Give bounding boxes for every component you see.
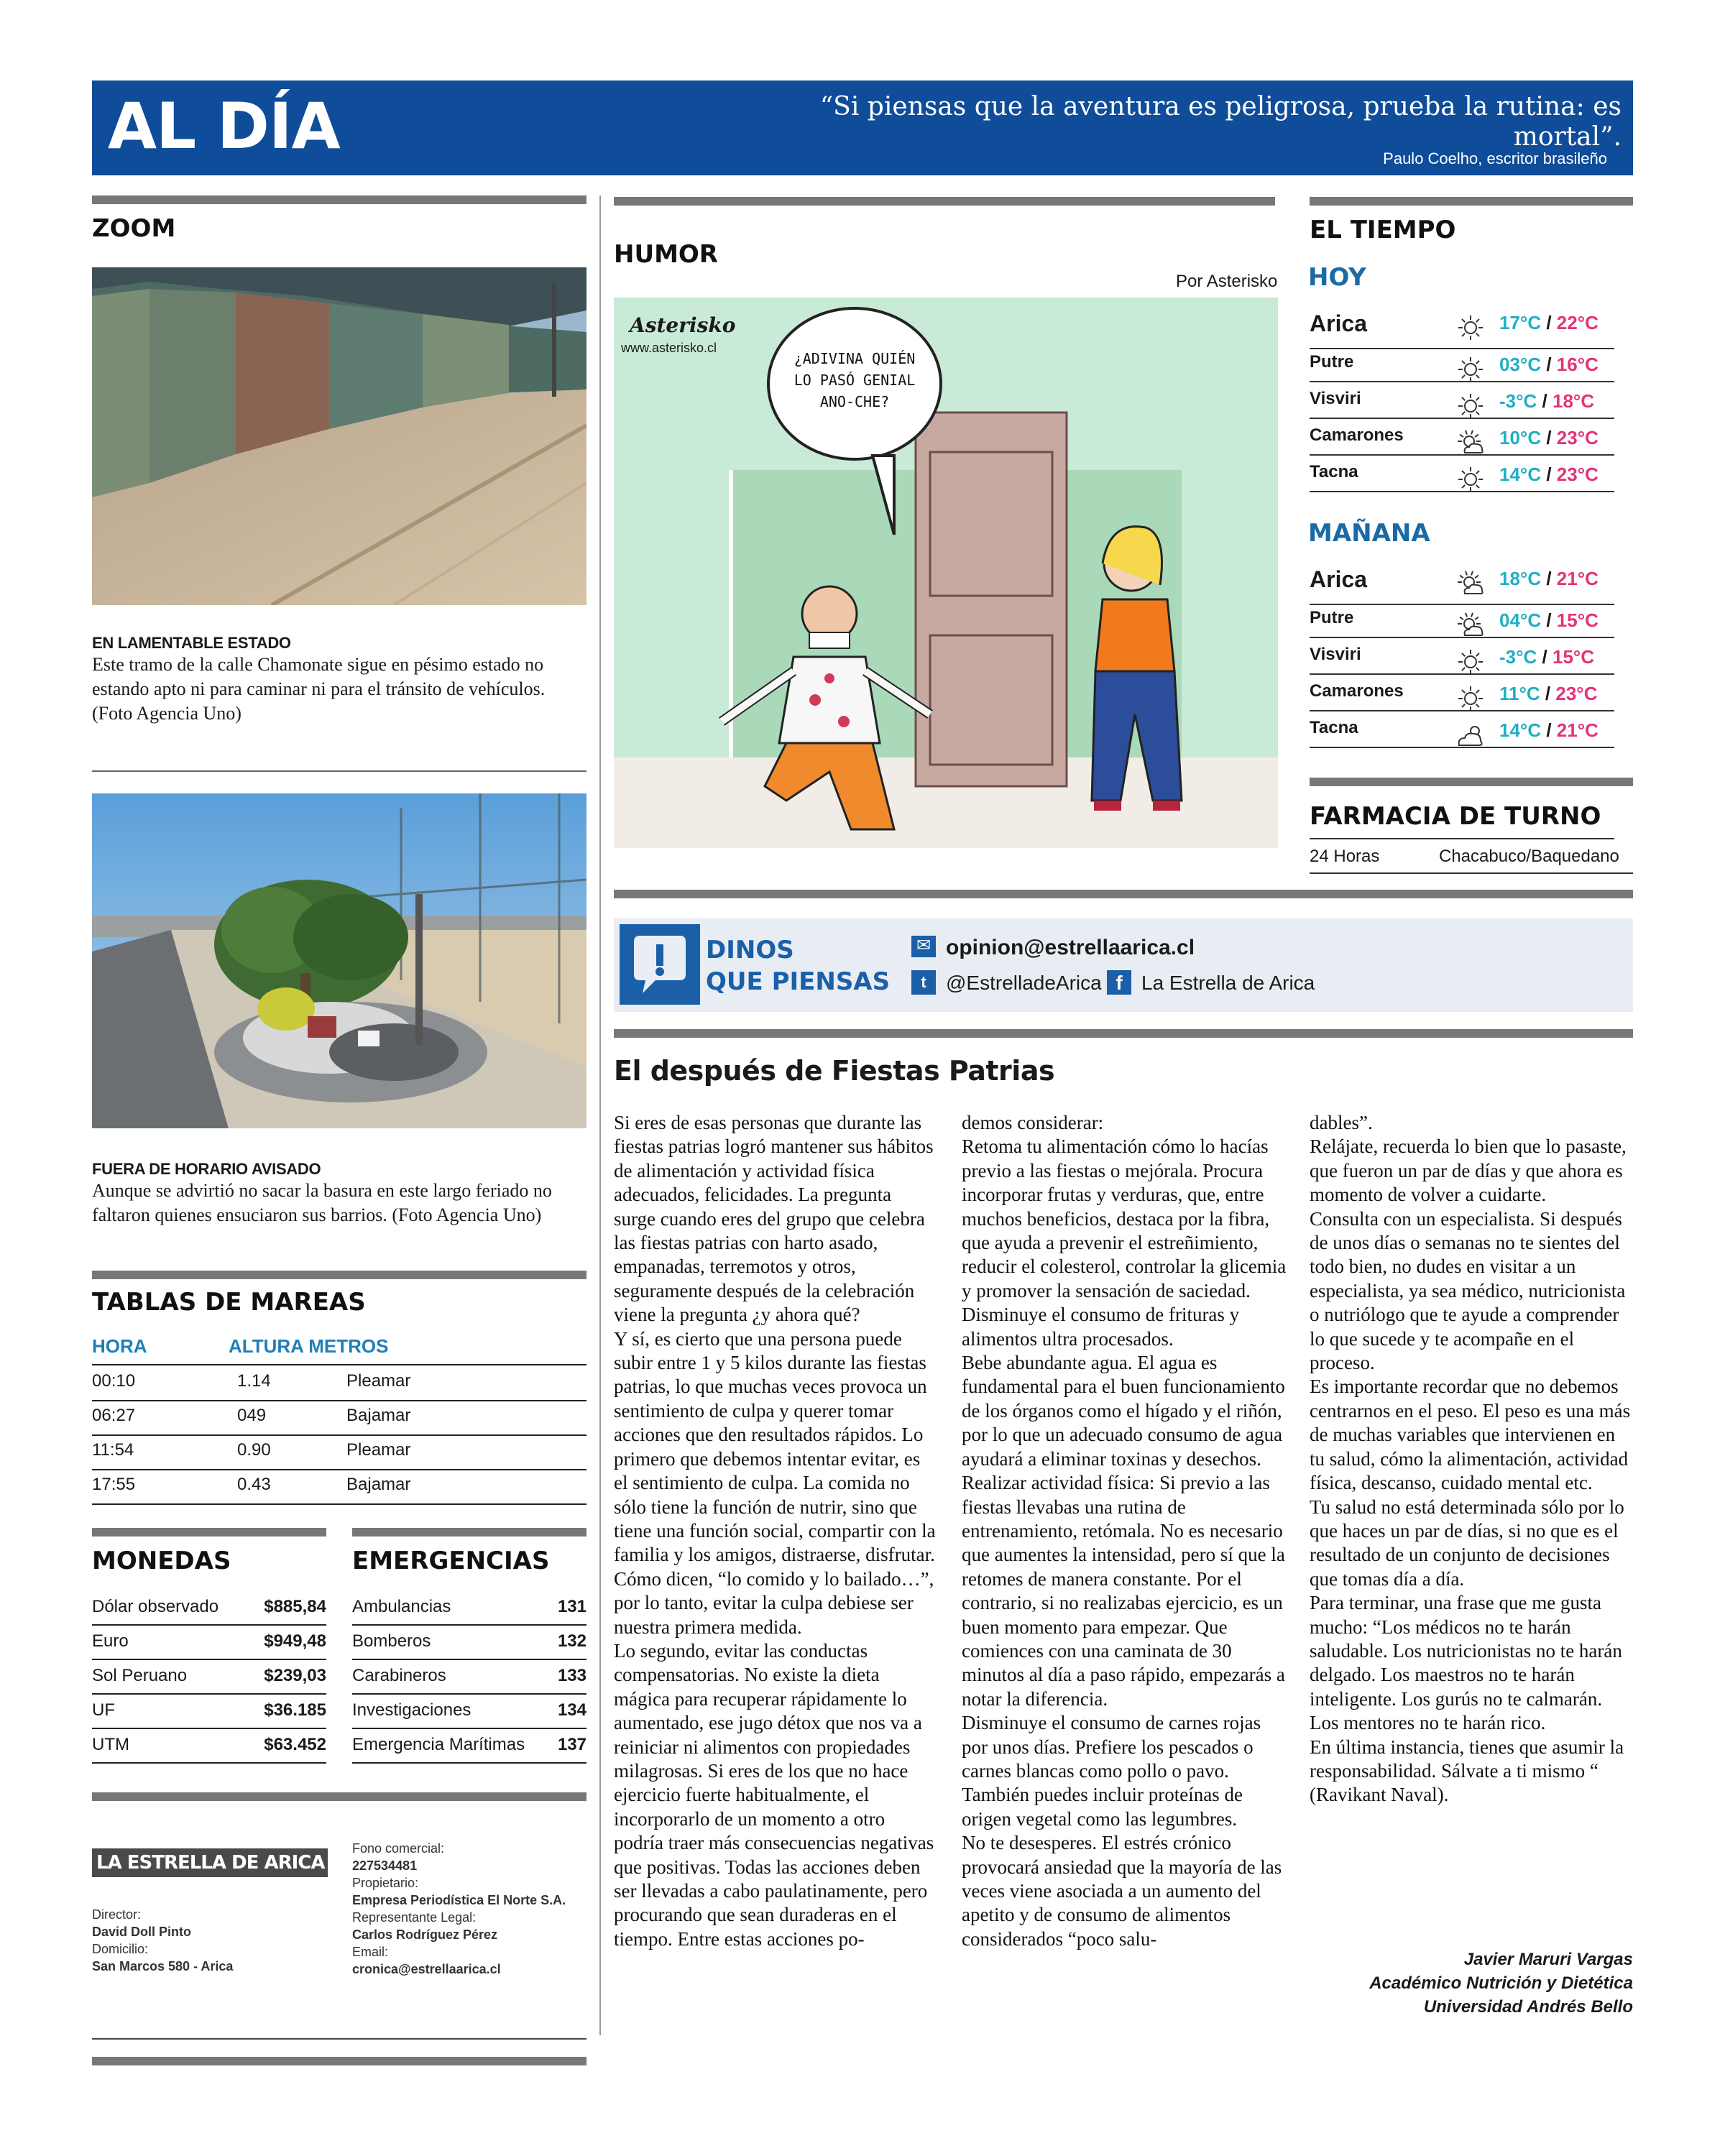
comic-strip [614, 298, 1278, 848]
pharmacy-address: Chacabuco/Baquedano [1439, 847, 1619, 866]
temp-sep: / [1542, 390, 1547, 412]
tides-height-header: ALTURA METROS [229, 1335, 389, 1357]
currency-label: Dólar observado [92, 1597, 219, 1616]
divider [352, 1624, 586, 1626]
tide-time: 06:27 [92, 1406, 136, 1425]
dinos-banner [614, 918, 1633, 1012]
temp-max: 16°C [1556, 354, 1598, 375]
comic-site: www.asterisko.cl [621, 341, 717, 355]
emergencias-title: EMERGENCIAS [352, 1547, 550, 1575]
temp-sep: / [1542, 646, 1547, 668]
temp-sep: / [1546, 427, 1552, 448]
weather-temps [1499, 646, 1594, 668]
divider [1310, 454, 1614, 456]
weather-title: EL TIEMPO [1310, 216, 1456, 244]
divider [92, 1469, 586, 1470]
temp-sep: / [1546, 719, 1552, 741]
divider [92, 1400, 586, 1401]
sun-icon [1455, 392, 1486, 420]
currency-row [92, 1666, 326, 1686]
cloud-icon [1455, 721, 1486, 750]
dinos-email[interactable]: opinion@estrellaarica.cl [946, 936, 1195, 959]
divider [1310, 838, 1614, 839]
tides-title: TABLAS DE MAREAS [92, 1288, 366, 1317]
weather-city: Tacna [1310, 462, 1358, 482]
temp-max: 23°C [1555, 683, 1598, 704]
fono-label: Fono comercial: [352, 1841, 445, 1856]
divider [1310, 637, 1614, 638]
propietario-label: Propietario: [352, 1876, 419, 1890]
emergency-label: Investigaciones [352, 1700, 472, 1720]
dinos-title [706, 934, 890, 998]
divider [92, 1762, 326, 1764]
currency-value: $36.185 [264, 1700, 326, 1720]
divider [352, 1659, 586, 1660]
divider [1310, 197, 1633, 206]
currency-row [92, 1631, 326, 1651]
tomorrow-label: MAÑANA [1308, 519, 1430, 548]
tide-type: Pleamar [346, 1440, 411, 1460]
divider [92, 1624, 326, 1626]
speech-bubble: ¿ADIVINA QUIÉN LO PASÓ GENIAL ANO-CHE? [794, 350, 916, 410]
partly-cloudy-icon [1455, 428, 1486, 457]
header-quote: “Si piensas que la aventura es peligrosa, prueba la rutina: es mortal”. [819, 92, 1622, 152]
street-photo [92, 267, 586, 605]
emergency-number: 137 [557, 1735, 586, 1754]
monedas-title: MONEDAS [92, 1547, 231, 1575]
temp-sep: / [1546, 464, 1552, 485]
emergency-label: Carabineros [352, 1666, 446, 1685]
weather-city: Camarones [1310, 425, 1404, 445]
weather-city: Tacna [1310, 718, 1358, 737]
temp-min: 04°C [1499, 609, 1542, 631]
divider [1310, 418, 1614, 419]
tide-height: 049 [237, 1406, 267, 1425]
masthead-email: cronica@estrellaarica.cl [352, 1962, 501, 1976]
divider [1310, 872, 1633, 874]
twitter-icon: t [911, 970, 936, 995]
divider [92, 195, 586, 204]
temp-max: 15°C [1552, 646, 1595, 668]
pharmacy-hours: 24 Horas [1310, 847, 1380, 866]
weather-temps [1499, 719, 1598, 742]
partly-cloudy-icon [1455, 569, 1486, 598]
currency-label: UF [92, 1700, 115, 1720]
weather-temps [1499, 427, 1598, 449]
sun-icon [1455, 465, 1486, 494]
emergency-row [352, 1666, 586, 1686]
currency-row [92, 1597, 326, 1617]
sun-icon [1455, 313, 1486, 342]
currency-label: Sol Peruano [92, 1666, 188, 1685]
divider [92, 2038, 586, 2040]
sun-icon [1455, 648, 1486, 676]
tide-height: 0.90 [237, 1440, 271, 1460]
rep-label: Representante Legal: [352, 1910, 477, 1925]
divider [352, 1693, 586, 1695]
temp-sep: / [1545, 683, 1551, 704]
emergency-label: Ambulancias [352, 1597, 451, 1616]
divider [92, 2057, 586, 2065]
divider [352, 1762, 586, 1764]
dinos-twitter[interactable]: @EstrelladeArica [946, 972, 1102, 994]
currency-label: Euro [92, 1631, 129, 1651]
caption-text: Aunque se advirtió no sacar la basura en este largo feriado no faltaron quienes ensuciaron sus barrios. (Foto Agencia Uno) [92, 1180, 552, 1225]
weather-temps [1499, 609, 1598, 632]
tide-height: 0.43 [237, 1475, 271, 1494]
temp-min: 18°C [1499, 568, 1542, 589]
zoom-title: ZOOM [92, 214, 176, 243]
emergency-row [352, 1700, 586, 1720]
divider [1310, 604, 1614, 605]
divider [1310, 710, 1614, 711]
temp-max: 15°C [1556, 609, 1598, 631]
temp-sep: / [1546, 568, 1552, 589]
tide-time: 11:54 [92, 1440, 134, 1460]
section-header [92, 80, 1633, 175]
weather-temps [1499, 312, 1598, 334]
dinos-title-line2: QUE PIENSAS [706, 967, 891, 996]
currency-row [92, 1735, 326, 1755]
article-author-org: Universidad Andrés Bello [1423, 1997, 1633, 2017]
emergency-number: 131 [557, 1597, 586, 1616]
divider [92, 1434, 586, 1436]
pharmacy-title: FARMACIA DE TURNO [1310, 802, 1601, 831]
tide-time: 00:10 [92, 1371, 136, 1391]
temp-max: 23°C [1556, 464, 1598, 485]
weather-temps [1499, 390, 1594, 413]
temp-min: 11°C [1499, 683, 1540, 704]
weather-temps [1499, 683, 1597, 705]
director: David Doll Pinto [92, 1925, 192, 1939]
divider [352, 1728, 586, 1729]
article-title: El después de Fiestas Patrias [614, 1055, 1055, 1087]
temp-min: -3°C [1499, 646, 1537, 668]
divider [1310, 381, 1614, 382]
divider [1310, 778, 1633, 786]
article-column-1: Si eres de esas personas que durante las fiestas patrias logró mantener sus hábitos de alimentación y actividad física adecuados, felicidades. La pregunta surge cuando eres del grupo que celebra las fiestas patrias con harto asado, empanadas, terremotos y otros, seguramente después de la celebración viene la pregunta ¿y ahora qué? Y sí, es cierto que una persona puede subir entre 1 y 5 kilos durante las fiestas patrias, lo que muchas veces provoca un sentimiento de culpa y querer tomar acciones que den resultados rápidos. Lo primero que debemos intentar evitar, es el sentimiento de culpa. La comida no sólo tiene la función de nutrir, sino que tiene una función social, compartir con la familia y los amigos, distraerse, disfrutar. Cómo dicen, “lo comido y lo bailado…”, por lo tanto, evitar la culpa debiese ser nuestra primera medida. Lo segundo, evitar las conductas compensatorias. No existe la dieta mágica para recuperar rápidamente lo aumentado, ese jugo détox que nos va a reiniciar ni alimentos con propiedades milagrosas. Si eres de los que no hace ejercicio fuerte habitualmente, el incorporarlo de un momento a otro podría traer más consecuencias negativas que positivas. Todas las acciones deben ser llevadas a cabo paulatinamente, pero procurando que sean duraderas en el tiempo. Entre estas acciones po- [614, 1112, 936, 1950]
divider [92, 1792, 586, 1801]
divider [614, 890, 1633, 898]
tide-type: Bajamar [346, 1475, 411, 1494]
article-author: Javier Maruri Vargas [1463, 1950, 1633, 1969]
weather-city: Visviri [1310, 389, 1361, 408]
weather-city: Arica [1310, 566, 1368, 592]
humor-title: HUMOR [614, 240, 718, 269]
divider [614, 1029, 1633, 1038]
temp-max: 22°C [1556, 312, 1598, 333]
partly-cloudy-icon [1455, 611, 1486, 640]
article-column-3: dables”. Relájate, recuerda lo bien que lo pasaste, que fueron un par de días y que ahora es momento de volver a cuidarte. Consulta con un especialista. Si después de unos días o semanas no te sientes del todo bien, no dudes en visitar a un especialista, ya sea médico, nutricionista o nutriólogo que te ayude a comprender lo que sucede y te acompañe en el proceso. Es importante recordar que no debemos centrarnos en el peso. El peso es una más de muchas variables que intervienen en tu salud, cómo la alimentación, actividad física, descanso, cuidado mental etc. Tu salud no está determinada sólo por lo que haces un par de días, si no que es el resultado de un conjunto de decisiones que tomas día a día. Para terminar, una frase que me gusta mucho: “Los médicos no te harán saludable. Los nutricionistas no te harán delgado. Los maestros no te harán inteligente. Los gurús no te calmarán. Los mentores no te harán rico. En última instancia, tienes que asumir la responsabilidad. Sálvate a ti mismo “ (Ravikant Naval). [1310, 1112, 1631, 1806]
divider [614, 197, 1275, 206]
tide-time: 17:55 [92, 1475, 136, 1494]
temp-max: 21°C [1556, 568, 1598, 589]
temp-min: 10°C [1499, 427, 1542, 448]
temp-max: 21°C [1556, 719, 1598, 741]
propietario: Empresa Periodística El Norte S.A. [352, 1893, 566, 1907]
emergency-number: 134 [557, 1700, 586, 1720]
tide-height: 1.14 [237, 1371, 271, 1391]
emergency-label: Emergencia Marítimas [352, 1735, 525, 1754]
fono: 227534481 [352, 1858, 418, 1873]
comic-signature: Asterisko [630, 313, 736, 337]
divider [92, 770, 586, 772]
caption-text: Este tramo de la calle Chamonate sigue en pésimo estado no estando apto ni para caminar ni para el tránsito de vehículos. (Foto Agencia Uno) [92, 654, 546, 724]
section-title: AL DÍA [108, 89, 340, 163]
temp-max: 18°C [1552, 390, 1595, 412]
divider [92, 1364, 586, 1365]
emergency-row [352, 1631, 586, 1651]
sun-icon [1455, 684, 1486, 713]
weather-city: Camarones [1310, 681, 1404, 701]
temp-min: -3°C [1499, 390, 1537, 412]
temp-max: 23°C [1556, 427, 1598, 448]
currency-row [92, 1700, 326, 1720]
facebook-icon: f [1107, 970, 1131, 995]
temp-sep: / [1546, 609, 1552, 631]
currency-value: $239,03 [264, 1666, 326, 1685]
photo2-caption [92, 1160, 588, 1227]
tide-type: Bajamar [346, 1406, 411, 1425]
exclamation-icon [620, 924, 700, 1005]
rep: Carlos Rodríguez Pérez [352, 1927, 498, 1942]
divider [1310, 348, 1614, 349]
emergency-row [352, 1597, 586, 1617]
tides-hour-header: HORA [92, 1335, 147, 1357]
temp-min: 17°C [1499, 312, 1542, 333]
temp-min: 03°C [1499, 354, 1542, 375]
newspaper-logo: LA ESTRELLA DE ARICA [92, 1848, 328, 1877]
emergency-number: 132 [557, 1631, 586, 1651]
divider [1310, 673, 1614, 675]
photo1-caption [92, 634, 588, 726]
weather-city: Visviri [1310, 645, 1361, 664]
article-author-block [1310, 1948, 1633, 2019]
weather-temps [1499, 354, 1598, 376]
temp-sep: / [1546, 354, 1552, 375]
email-icon: ✉ [911, 936, 936, 957]
column-divider [599, 195, 601, 2035]
today-label: HOY [1308, 263, 1366, 292]
article-column-2: demos considerar: Retoma tu alimentación cómo lo hacías previo a las fiestas o mejórala. Procura incorporar frutas y verduras, que, entre muchos beneficios, destaca por la fibra, que ayuda a prevenir el estreñimiento, reducir el colesterol, controlar la glicemia y promover la sensación de saciedad. Disminuye el consumo de frituras y alimentos ultra procesados. Bebe abundante agua. El agua es fundamental para el buen funcionamiento de los órganos como el hígado y el riñón, por lo que un adecuado consumo de agua ayudará a eliminar toxinas y desechos. Realizar actividad física: Si previo a las fiestas llevabas una rutina de entrenamiento, retómala. No es necesario que aumentes la intensidad, pero sí que la retomes de manera constante. Por el contrario, si no realizabas ejercicio, es un buen momento para empezar. Que comiences con una caminata de 30 minutos al día a paso rápido, empezarás a notar la diferencia. Disminuye el consumo de carnes rojas por unos días. Prefiere los pescados o carnes blancas como pollo o pavo. También puedes incluir proteínas de origen vegetal como las legumbres. No te desesperes. El estrés crónico provocará ansiedad que la mayoría de las veces viene asociada a un aumento del apetito y de consumo de alimentos considerados “poco salu- [962, 1112, 1287, 1950]
garbage-photo [92, 793, 586, 1128]
currency-label: UTM [92, 1735, 129, 1754]
director-label: Director: [92, 1907, 142, 1922]
currency-value: $949,48 [264, 1631, 326, 1651]
divider [92, 1528, 326, 1537]
caption-title: EN LAMENTABLE ESTADO [92, 634, 291, 652]
temp-min: 14°C [1499, 464, 1542, 485]
divider [1310, 491, 1614, 492]
currency-value: $885,84 [264, 1597, 326, 1616]
weather-temps [1499, 464, 1598, 486]
emergency-row [352, 1735, 586, 1755]
weather-temps [1499, 568, 1598, 590]
email-label: Email: [352, 1945, 389, 1959]
weather-city: Putre [1310, 608, 1354, 627]
tide-type: Pleamar [346, 1371, 411, 1391]
article-author-role: Académico Nutrición y Dietética [1369, 1973, 1633, 1993]
dinos-facebook[interactable]: La Estrella de Arica [1141, 972, 1315, 994]
caption-title: FUERA DE HORARIO AVISADO [92, 1160, 321, 1178]
weather-city: Arica [1310, 310, 1368, 336]
temp-sep: / [1546, 312, 1552, 333]
divider [92, 1728, 326, 1729]
humor-byline: Por Asterisko [1176, 272, 1278, 291]
temp-min: 14°C [1499, 719, 1542, 741]
dinos-title-line1: DINOS [706, 936, 794, 964]
divider [92, 1271, 586, 1279]
emergency-label: Bomberos [352, 1631, 431, 1651]
divider [92, 1693, 326, 1695]
sun-icon [1455, 355, 1486, 384]
domicilio: San Marcos 580 - Arica [92, 1959, 234, 1973]
weather-city: Putre [1310, 352, 1354, 372]
quote-author: Paulo Coelho, escritor brasileño [1383, 149, 1607, 167]
domicilio-label: Domicilio: [92, 1942, 149, 1956]
divider [92, 1503, 586, 1505]
divider [1310, 747, 1614, 748]
currency-value: $63.452 [264, 1735, 326, 1754]
masthead-right [352, 1840, 566, 1978]
emergency-number: 133 [557, 1666, 586, 1685]
masthead-left [92, 1906, 233, 1975]
divider [92, 1659, 326, 1660]
divider [352, 1528, 586, 1537]
